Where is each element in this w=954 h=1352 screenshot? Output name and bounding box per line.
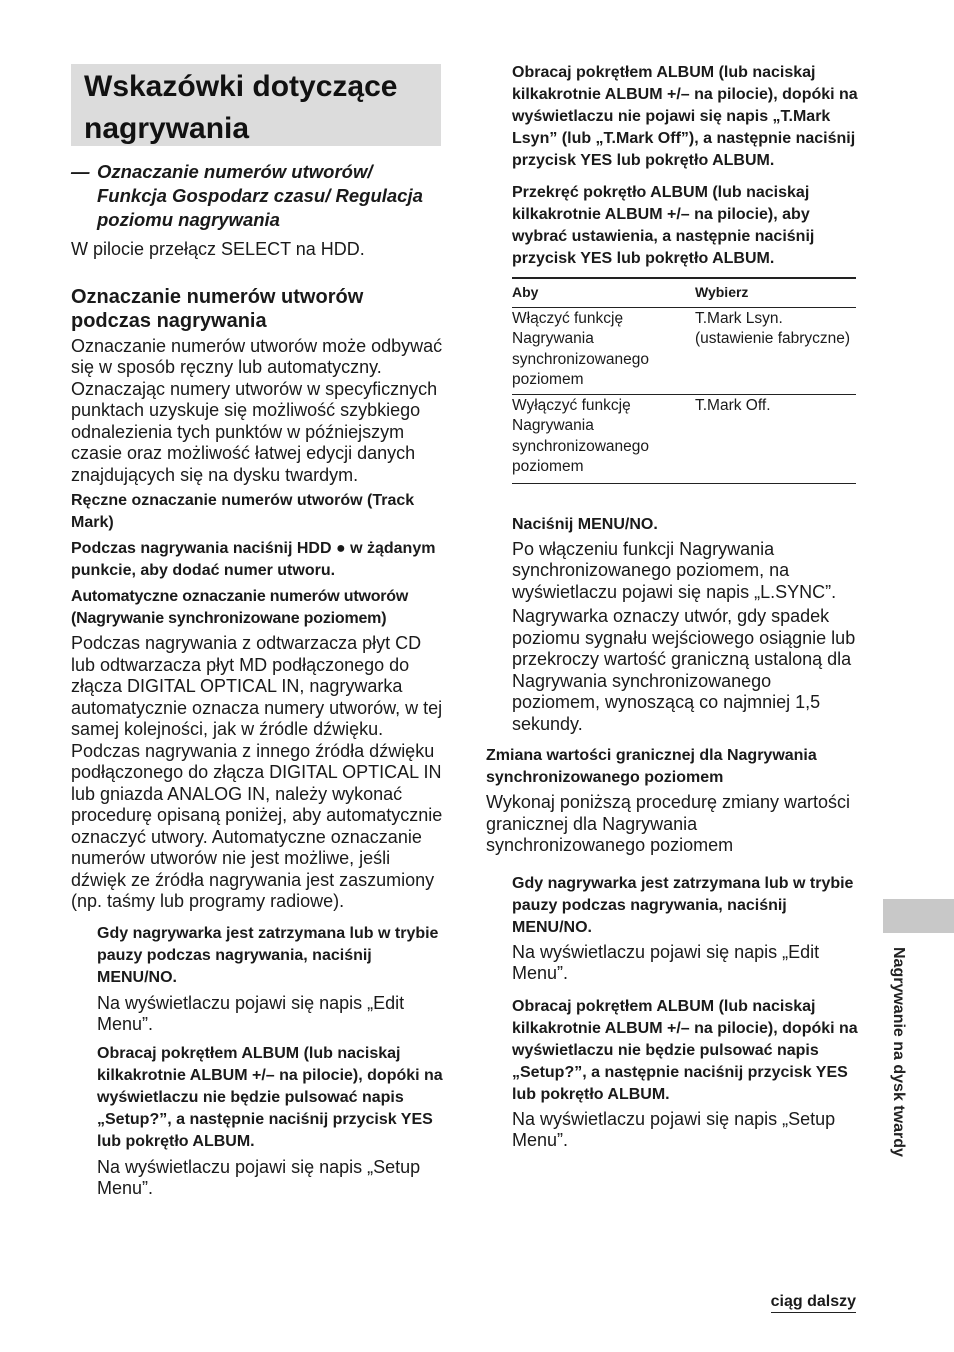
step-4	[486, 182, 858, 270]
table-cell: T.Mark Off.	[695, 396, 771, 414]
table-header-cell: Wybierz	[695, 278, 856, 307]
intro-text: W pilocie przełącz SELECT na HDD.	[71, 239, 365, 259]
manual-heading: Ręczne oznaczanie numerów utworów (Track Mark)	[71, 492, 415, 531]
page-title: Wskazówki dotyczące nagrywania	[84, 70, 398, 145]
options-table	[512, 277, 856, 484]
step-3	[486, 62, 858, 172]
step-5-result-2: Nagrywarka oznaczy utwór, gdy spadek poziomu sygnału wejściowego osiągnie lub przekroczy wartość graniczną ustaloną dla Nagrywania synchronizowanego poziomem, wynoszącą co najmniej 1,5 sekundy.	[512, 606, 856, 734]
table-row	[512, 307, 856, 394]
table-header-cell: Aby	[512, 278, 695, 307]
subtitle-dash: —	[71, 161, 90, 182]
threshold-body: Wykonaj poniższą procedurę zmiany wartości granicznej dla Nagrywania synchronizowanego poziomem	[486, 792, 850, 855]
left-column	[71, 160, 443, 1200]
table-cell: Wyłączyć funkcję Nagrywania synchronizowanego poziomem	[512, 396, 650, 475]
step-7-instruction: Obracaj pokrętłem ALBUM (lub naciskaj kilkakrotnie ALBUM +/– na pilocie), dopóki na wyświetlaczu nie będzie pulsować napis „Setup?”, a następnie naciśnij przycisk YES lub pokrętło ALBUM.	[512, 997, 858, 1103]
table-header-row	[512, 278, 856, 307]
auto-heading: Automatyczne oznaczanie numerów utworów (Nagrywanie synchronizowane poziomem)	[71, 588, 409, 627]
auto-body: Podczas nagrywania z odtwarzacza płyt CD lub odtwarzacza płyt MD podłączonego do złącza DIGITAL OPTICAL IN, nagrywarka automatycznie oznacza numery utworów, w tej samej kolejności, jak w źródle dźwięku. Podczas nagrywania z innego źródła dźwięku podłączonego do złącza DIGITAL OPTICAL IN lub gniazda ANALOG IN, należy wykonać procedurę opisaną poniżej, aby automatycznie oznaczyć utwory. Automatyczne oznaczanie numerów utworów nie jest możliwe, jeśli dźwięk ze źródła nagrywania jest zaszumiony (np. taśmy lub programy radiowe).	[71, 633, 443, 911]
step-3-instruction: Obracaj pokrętłem ALBUM (lub naciskaj kilkakrotnie ALBUM +/– na pilocie), dopóki na wyświetlaczu nie pojawi się napis „T.Mark Lsyn” (lub „T.Mark Off”), a następnie naciśnij przycisk YES lub pokrętło ALBUM.	[512, 64, 858, 169]
step-7	[486, 996, 858, 1152]
step-5-result-1: Po włączeniu funkcji Nagrywania synchronizowanego poziomem, na wyświetlaczu pojawi się napis „L.SYNC”.	[512, 538, 837, 602]
step-4-instruction: Przekręć pokrętło ALBUM (lub naciskaj kilkakrotnie ALBUM +/– na pilocie), aby wybrać ustawienia, a następnie naciśnij przycisk YES lub pokrętło ALBUM.	[512, 184, 815, 267]
step-2-instruction: Obracaj pokrętłem ALBUM (lub naciskaj kilkakrotnie ALBUM +/– na pilocie), dopóki na wyświetlaczu nie będzie pulsować napis „Setup?”, a następnie naciśnij przycisk YES lub pokrętło ALBUM.	[97, 1044, 443, 1150]
step-2-result: Na wyświetlaczu pojawi się napis „Setup Menu”.	[97, 1156, 421, 1198]
continued-label: ciąg dalszy	[771, 1293, 856, 1313]
side-section-label: Nagrywanie na dysk twardy	[890, 947, 907, 1157]
subtitle-text: Oznaczanie numerów utworów/ Funkcja Gospodarz czasu/ Regulacja poziomu nagrywania	[97, 161, 423, 230]
step-5	[486, 514, 858, 736]
step-6	[486, 873, 858, 985]
step-5-instruction: Naciśnij MENU/NO.	[512, 515, 658, 533]
step-2	[71, 1043, 443, 1200]
right-column	[486, 62, 858, 1152]
step-1-result: Na wyświetlaczu pojawi się napis „Edit Menu”.	[97, 992, 405, 1034]
step-6-instruction: Gdy nagrywarka jest zatrzymana lub w trybie pauzy podczas nagrywania, naciśnij MENU/NO.	[512, 874, 854, 936]
step-1	[71, 923, 443, 1036]
table-cell: Włączyć funkcję Nagrywania synchronizowanego poziomem	[512, 307, 695, 394]
step-7-result: Na wyświetlaczu pojawi się napis „Setup Menu”.	[512, 1108, 836, 1150]
threshold-heading: Zmiana wartości granicznej dla Nagrywania synchronizowanego poziomem	[486, 747, 817, 786]
table-row	[512, 394, 856, 483]
step-1-instruction: Gdy nagrywarka jest zatrzymana lub w trybie pauzy podczas nagrywania, naciśnij MENU/NO.	[97, 924, 439, 986]
title-box	[71, 64, 441, 146]
section-heading: Oznaczanie numerów utworów podczas nagrywania	[71, 285, 364, 332]
side-tab-marker	[883, 899, 954, 933]
table-cell: T.Mark Lsyn. (ustawienie fabryczne)	[695, 307, 856, 394]
manual-text: Podczas nagrywania naciśnij HDD ● w żądanym punkcie, aby dodać numer utworu.	[71, 540, 436, 579]
step-6-result: Na wyświetlaczu pojawi się napis „Edit Menu”.	[512, 941, 820, 983]
section-body: Oznaczanie numerów utworów może odbywać się w sposób ręczny lub automatyczny. Oznaczając numery utworów w specyficznych punktach uzyskuje się możliwość szybkiego odnalezienia tych punktów w późniejszym czasie oraz możliwość łatwej edycji danych znajdujących się na dysku twardym.	[71, 335, 443, 485]
section-subtitle	[71, 160, 443, 232]
